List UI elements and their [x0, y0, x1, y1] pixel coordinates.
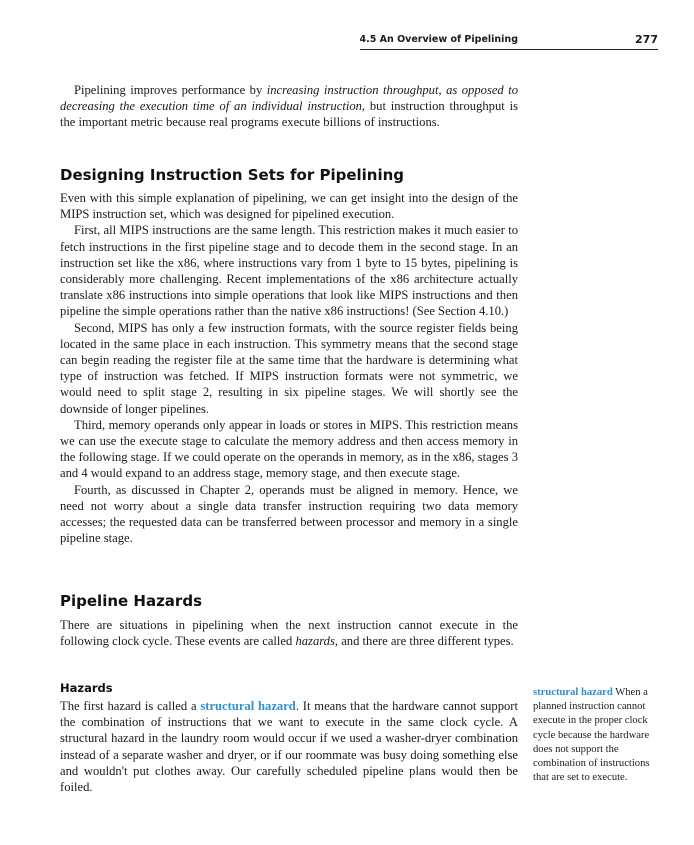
designing-paragraph-5: Fourth, as discussed in Chapter 2, operands must be aligned in memory. Hence, we need not worry about a single data transfer instruction requiring two data memory accesses; the requested data can be transferred between processor and memory in a single pipeline stage.	[60, 482, 518, 546]
intro-paragraph	[60, 82, 518, 131]
designing-paragraph-3: Second, MIPS has only a few instruction formats, with the source register fields being located in the same place in each instruction. This symmetry means that the second stage can begin reading the register file at the same time that the hardware is determining what type of instruction was fetched. If MIPS instruction formats were not symmetric, we would need to split stage 2, resulting in six pipeline stages. We will shortly see the downside of longer pipelines.	[60, 320, 518, 416]
margin-term: structural hazard	[533, 687, 613, 698]
structural-hazard-paragraph	[60, 698, 518, 795]
section-title: 4.5 An Overview of Pipelining	[359, 34, 518, 45]
hazards-text-b: , and there are three different types.	[334, 634, 514, 649]
heading-pipeline-hazards: Pipeline Hazards	[60, 592, 202, 610]
designing-paragraph-2: First, all MIPS instructions are the same length. This restriction makes it much easier to fetch instructions in the first pipeline stage and to decode them in the second stage. In an instruction set like the x86, where instructions vary from 1 byte to 15 bytes, pipelining is considerably more challenging. Recent implementations of the x86 architecture actually translate x86 instructions into simple operations that look like MIPS instructions and then pipeline the simple operations rather than the native x86 instructions! (See Section 4.10.)	[60, 223, 518, 319]
intro-text-b: but instruction throughput is the important metric because real programs execute billions of instructions.	[60, 99, 518, 130]
header-rule	[360, 49, 658, 50]
structural-text-a: The first hazard is called a	[60, 699, 201, 713]
structural-hazard-body	[60, 698, 518, 795]
intro-text-a: Pipelining improves performance by	[74, 83, 267, 97]
hazards-text-a: There are situations in pipelining when the next instruction cannot execute in the following clock cycle. These events are called	[60, 618, 518, 649]
subheading-hazards: Hazards	[60, 681, 113, 695]
structural-text-b: . It means that the hardware cannot support the combination of instructions that we want to execute in the same clock cycle. A structural hazard in the laundry room would occur if we used a washer-dryer combination instead of a separate washer and dryer, or if our roommate was busy doing something else and wouldn't put clothes away. Our carefully scheduled pipeline plans would then be foiled.	[60, 699, 518, 795]
hazards-section-body	[60, 617, 518, 649]
page-number: 277	[635, 33, 658, 46]
margin-definition-text: When a planned instruction cannot execute in the proper clock cycle because the hardware does not support the combination of instructions that are set to execute.	[533, 687, 650, 784]
heading-designing-instruction-sets: Designing Instruction Sets for Pipelining	[60, 166, 405, 184]
designing-paragraph-1: Even with this simple explanation of pipelining, we can get insight into the design of the MIPS instruction set, which was designed for pipelined execution.	[60, 191, 518, 222]
designing-paragraph-4: Third, memory operands only appear in loads or stores in MIPS. This restriction means we can use the execute stage to calculate the memory address and then access memory in the following stage. If we could operate on the operands in memory, as in the x86, stages 3 and 4 would expand to an address stage, memory stage, and then execute stage.	[60, 417, 518, 481]
structural-hazard-term: structural hazard	[200, 699, 296, 713]
intro-emphasis: increasing instruction throughput, as opposed to decreasing the execution time of an individual instruction,	[60, 83, 518, 114]
intro-block	[60, 82, 518, 131]
hazards-paragraph-1	[60, 617, 518, 649]
hazards-emphasis: hazards	[295, 634, 335, 649]
margin-definition	[533, 686, 663, 785]
designing-section-body	[60, 190, 518, 546]
running-header	[60, 31, 658, 45]
